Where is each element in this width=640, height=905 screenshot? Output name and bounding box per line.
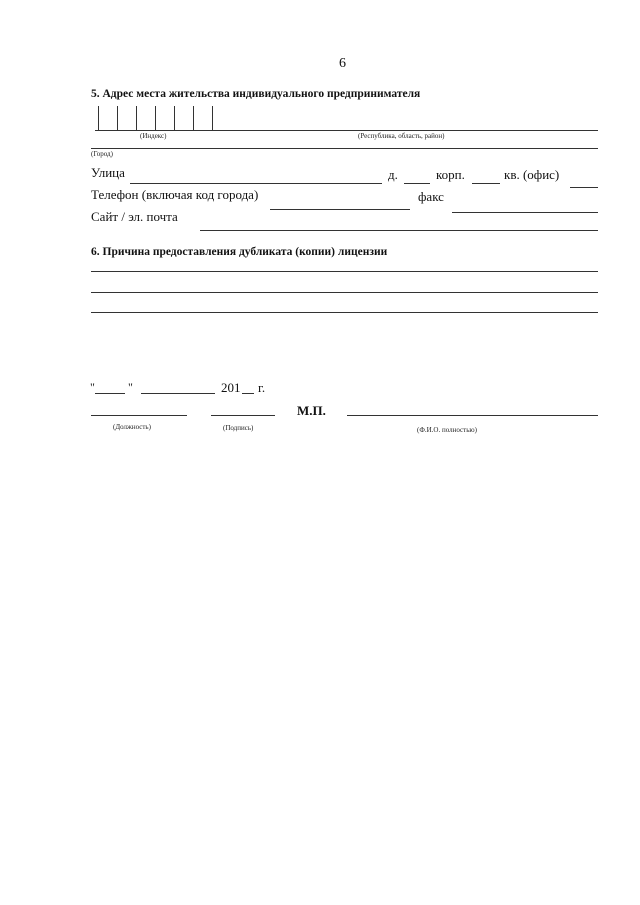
street-label: Улица <box>91 165 125 180</box>
date-close-quote: " <box>128 380 133 394</box>
date-open-quote: " <box>90 380 95 394</box>
building-label: корп. <box>436 167 465 182</box>
year-suffix: г. <box>258 380 266 395</box>
index-region-line[interactable] <box>95 130 598 131</box>
reason-line[interactable] <box>91 271 598 272</box>
apartment-label: кв. (офис) <box>504 167 560 182</box>
position-caption: (Должность) <box>113 423 151 431</box>
position-line[interactable] <box>91 415 187 416</box>
reason-line[interactable] <box>91 312 598 313</box>
index-box-divider <box>136 106 137 130</box>
section5-heading: 5. Адрес места жительства индивидуального предпринимателя <box>91 88 421 100</box>
street-line[interactable] <box>130 183 382 184</box>
date-month-line[interactable] <box>141 393 215 394</box>
fax-label: факс <box>418 189 444 204</box>
fax-line[interactable] <box>452 212 598 213</box>
signature-line[interactable] <box>211 415 275 416</box>
apartment-line[interactable] <box>570 187 598 188</box>
house-line[interactable] <box>404 183 430 184</box>
region-caption: (Республика, область, район) <box>358 132 445 140</box>
index-box-divider <box>193 106 194 130</box>
stamp-label: М.П. <box>297 403 326 418</box>
index-box-divider <box>98 106 99 130</box>
index-box-divider <box>117 106 118 130</box>
phone-line[interactable] <box>270 209 410 210</box>
reason-line[interactable] <box>91 292 598 293</box>
site-label: Сайт / эл. почта <box>91 209 178 224</box>
signature-caption: (Подпись) <box>223 424 254 432</box>
site-line[interactable] <box>200 230 598 231</box>
index-caption: (Индекс) <box>140 132 167 140</box>
year-line[interactable] <box>242 393 254 394</box>
index-box-divider <box>155 106 156 130</box>
page-number: 6 <box>339 56 346 71</box>
city-caption: (Город) <box>91 150 113 158</box>
index-box-divider <box>174 106 175 130</box>
section6-heading: 6. Причина предоставления дубликата (копии) лицензии <box>91 246 388 258</box>
city-line[interactable] <box>91 148 598 149</box>
index-box-divider <box>212 106 213 130</box>
phone-label: Телефон (включая код города) <box>91 187 259 202</box>
name-caption: (Ф.И.О. полностью) <box>417 426 477 434</box>
house-label: д. <box>388 167 398 182</box>
year-prefix: 201 <box>221 380 241 395</box>
name-line[interactable] <box>347 415 598 416</box>
date-day-line[interactable] <box>95 393 125 394</box>
building-line[interactable] <box>472 183 500 184</box>
